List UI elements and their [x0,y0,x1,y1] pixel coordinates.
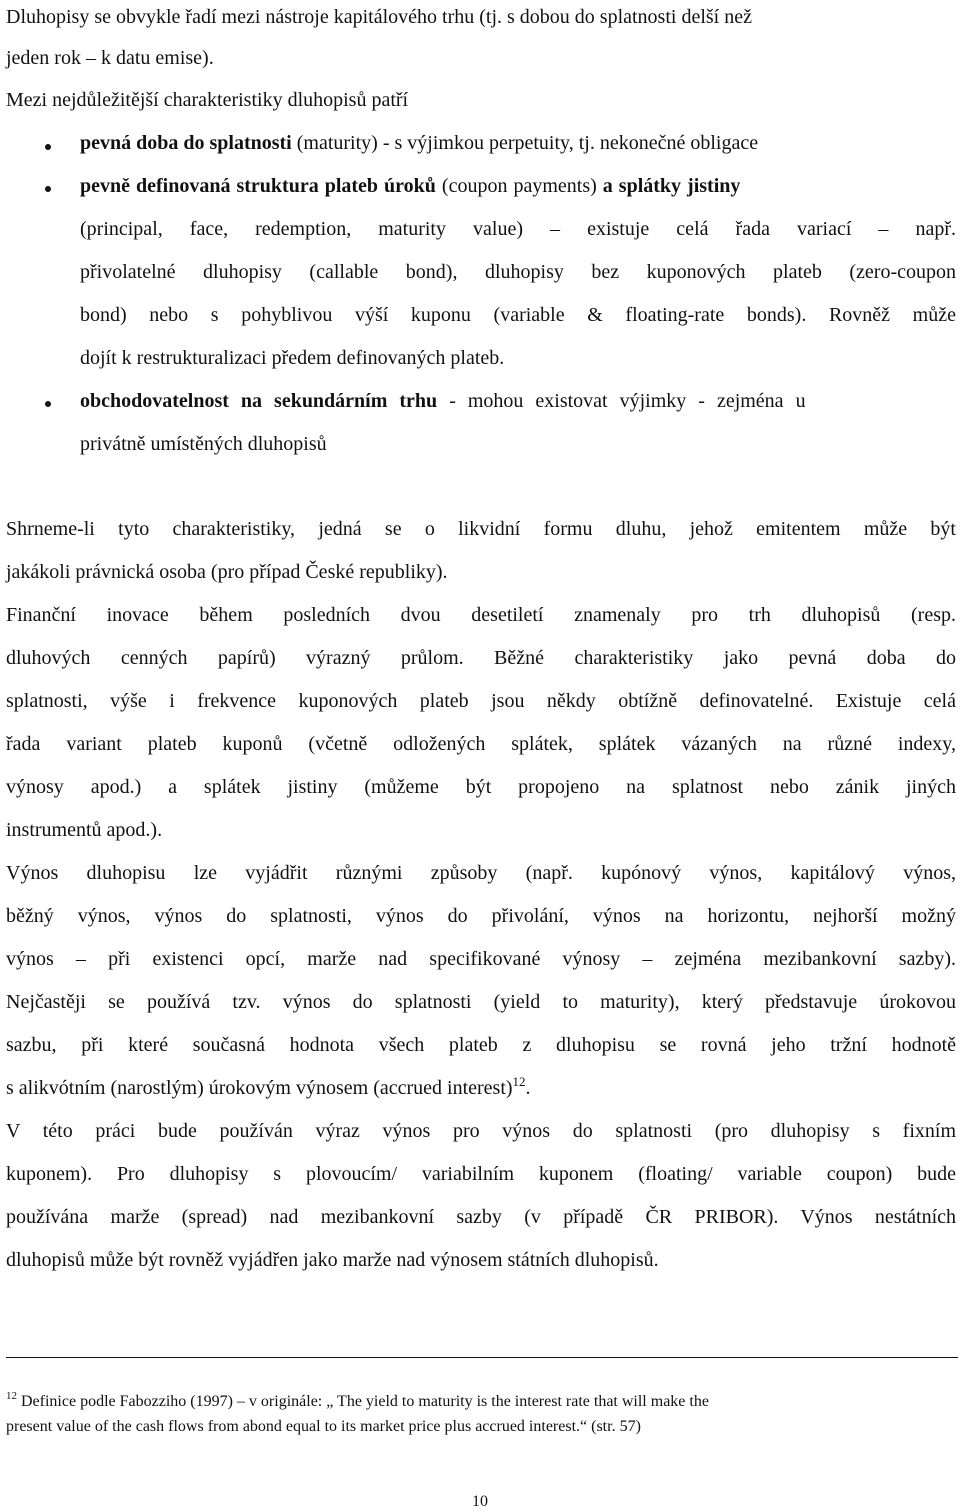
para-4-line-5: sazbu, při které současná hodnota všech plateb z dluhopisu se rovná jeho tržní hodnotě [6,1034,956,1056]
para-5-line-2: kuponem). Pro dluhopisy s plovoucím/ variabilním kuponem (floating/ variable coupon) bude [6,1163,956,1185]
footnote-line-1-text: Definice podle Fabozziho (1997) – v originále: „ The yield to maturity is the interest rate that will make the [17,1393,709,1410]
bullet-2-line-2: (principal, face, redemption, maturity value) – existuje celá řada variací – např. [80,218,956,240]
footnote-separator [6,1357,958,1358]
para-4-line-4: Nejčastěji se používá tzv. výnos do splatnosti (yield to maturity), který představuje úrokovou [6,991,956,1013]
bullet-2-bold-1: pevně definovaná struktura plateb úroků [80,175,436,197]
bullet-2-line-5: dojít k restrukturalizaci předem definovaných plateb. [80,347,505,369]
para-2-line-2: jakákoli právnická osoba (pro případ České republiky). [6,561,448,583]
bullet-3-line-2: privátně umístěných dluhopisů [80,433,327,455]
bullet-2-line-1 [80,173,956,199]
para-3-line-3: splatnosti, výše i frekvence kuponových plateb jsou někdy obtížně definovatelné. Existuje celá [6,690,956,712]
footnote-reference: 12 [512,1074,526,1089]
intro-line-3: Mezi nejdůležitější charakteristiky dluhopisů patří [6,89,409,111]
bullet-2-line-4: bond) nebo s pohyblivou výší kuponu (variable & floating-rate bonds). Rovněž může [80,304,956,326]
intro-line-2: jeden rok – k datu emise). [6,47,214,69]
para-3-line-6: instrumentů apod.). [6,819,163,841]
para-5-line-4: dluhopisů může být rovněž vyjádřen jako marže nad výnosem státních dluhopisů. [6,1249,659,1271]
bullet-1-bold: pevná doba do splatnosti [80,132,292,154]
para-2-line-1: Shrneme-li tyto charakteristiky, jedná se o likvidní formu dluhu, jehož emitentem může být [6,518,956,540]
para-4-line-6-end: . [525,1077,531,1099]
footnote-number: 12 [6,1390,17,1402]
page-number: 10 [472,1493,488,1510]
para-4-line-1: Výnos dluhopisu lze vyjádřit různými způsoby (např. kupónový výnos, kapitálový výnos, [6,862,956,884]
footnote-line-2: present value of the cash flows from abond equal to its market price plus accrued interest.“ (str. 57) [6,1418,641,1435]
bullet-2-line-3: přivolatelné dluhopisy (callable bond), dluhopisy bez kuponových plateb (zero-coupon [80,261,956,283]
bullet-marker-2 [45,186,51,192]
para-4-line-6-text: s alikvótním (narostlým) úrokovým výnosem (accrued interest) [6,1077,513,1099]
bullet-marker-1 [45,144,51,150]
para-4-line-6 [6,1075,956,1101]
para-5-line-1: V této práci bude používán výraz výnos pro výnos do splatnosti (pro dluhopisy s fixním [6,1120,956,1142]
para-3-line-1: Finanční inovace během posledních dvou desetiletí znamenaly pro trh dluhopisů (resp. [6,604,956,626]
bullet-1 [80,130,956,156]
para-3-line-2: dluhových cenných papírů) výrazný průlom. Běžné charakteristiky jako pevná doba do [6,647,956,669]
bullet-2-bold-2: a splátky jistiny [602,175,741,197]
bullet-marker-3 [45,401,51,407]
bullet-3-bold: obchodovatelnost na sekundárním trhu [80,390,438,412]
bullet-2-mid: (coupon payments) [435,175,603,197]
para-5-line-3: používána marže (spread) nad mezibankovní sazby (v případě ČR PRIBOR). Výnos nestátních [6,1206,956,1228]
para-3-line-4: řada variant plateb kuponů (včetně odložených splátek, splátek vázaných na různé indexy, [6,733,956,755]
intro-line-1: Dluhopisy se obvykle řadí mezi nástroje kapitálového trhu (tj. s dobou do splatnosti delší než [6,6,752,28]
bullet-1-rest: (maturity) - s výjimkou perpetuity, tj. nekonečné obligace [291,132,759,154]
para-3-line-5: výnosy apod.) a splátek jistiny (můžeme být propojeno na splatnost nebo zánik jiných [6,776,956,798]
para-4-line-3: výnos – při existenci opcí, marže nad specifikované výnosy – zejména mezibankovní sazby). [6,948,956,970]
para-4-line-2: běžný výnos, výnos do splatnosti, výnos do přivolání, výnos na horizontu, nejhorší možný [6,905,956,927]
footnote-line-1 [6,1391,956,1413]
bullet-3-rest: - mohou existovat výjimky - zejména u [437,390,806,412]
bullet-3-line-1 [80,388,956,414]
